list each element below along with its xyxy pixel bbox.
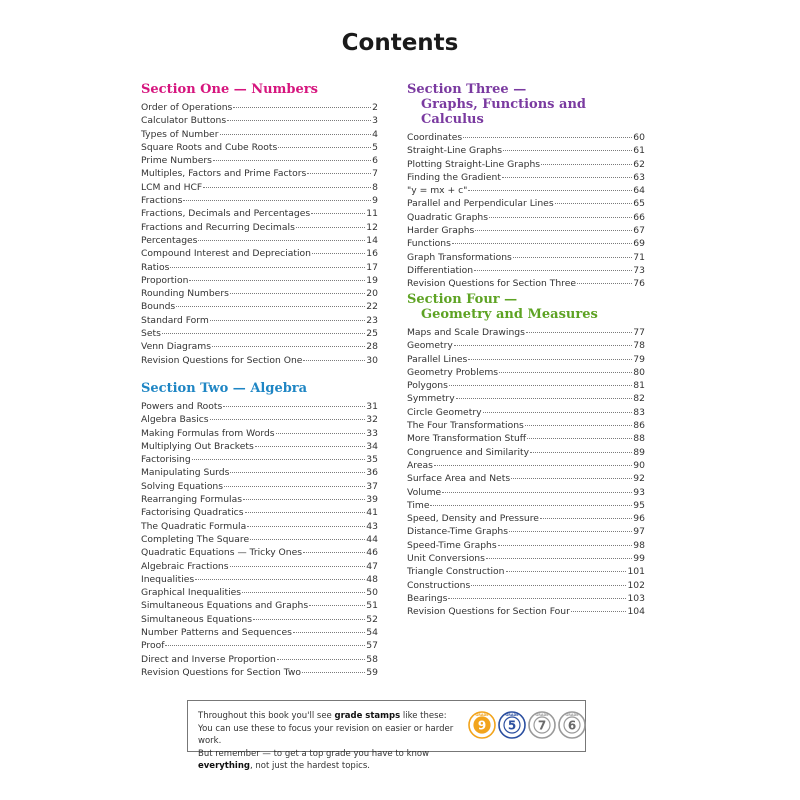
toc-entry-page: 93 bbox=[633, 486, 645, 498]
dot-leader bbox=[506, 563, 627, 572]
dot-leader bbox=[255, 438, 366, 447]
section-one-heading: Section One — Numbers bbox=[141, 82, 318, 97]
toc-entry-page: 73 bbox=[633, 264, 645, 276]
toc-entry-page: 25 bbox=[366, 328, 378, 340]
toc-entry-title: Volume bbox=[407, 486, 442, 498]
dot-leader bbox=[230, 285, 365, 294]
dot-leader bbox=[170, 259, 365, 268]
dot-leader bbox=[165, 637, 365, 646]
toc-entry-title: Square Roots and Cube Roots bbox=[141, 141, 278, 153]
toc-entry-title: Functions bbox=[407, 238, 451, 250]
toc-entry-page: 90 bbox=[633, 459, 645, 471]
grade-stamps-info-box bbox=[187, 700, 586, 771]
toc-entry-page: 37 bbox=[366, 480, 378, 492]
grade-stamp-label: GRADE bbox=[505, 713, 519, 718]
toc-entry-title: Revision Questions for Section One bbox=[141, 354, 303, 366]
toc-entry-title: Unit Conversions bbox=[407, 553, 485, 565]
grade-stamp-label: GRADE bbox=[535, 713, 549, 718]
toc-entry-page: 44 bbox=[366, 533, 378, 545]
dot-leader bbox=[434, 457, 632, 466]
toc-entry-title: Rounding Numbers bbox=[141, 288, 229, 300]
toc-entry-page: 57 bbox=[366, 640, 378, 652]
dot-leader bbox=[213, 152, 371, 161]
toc-entry-title: Simultaneous Equations bbox=[141, 613, 253, 625]
dot-leader bbox=[224, 478, 365, 487]
toc-entry-page: 95 bbox=[633, 499, 645, 511]
toc-entry-title: Proof bbox=[141, 640, 165, 652]
grade-stamp-icon bbox=[498, 711, 526, 739]
toc-entry-page: 66 bbox=[633, 211, 645, 223]
dot-leader bbox=[195, 571, 365, 580]
dot-leader bbox=[233, 99, 371, 108]
toc-entry-title: Bounds bbox=[141, 301, 176, 313]
toc-entry-title: Standard Form bbox=[141, 314, 209, 326]
toc-entry-page: 28 bbox=[366, 341, 378, 353]
toc-entry-title: Proportion bbox=[141, 274, 189, 286]
section-two-heading: Section Two — Algebra bbox=[141, 381, 308, 396]
info-line-3 bbox=[198, 748, 466, 773]
toc-entry-page: 63 bbox=[633, 171, 645, 183]
toc-entry-title: Ratios bbox=[141, 261, 170, 273]
toc-entry-page: 60 bbox=[633, 132, 645, 143]
toc-entry-title: Sets bbox=[141, 328, 161, 340]
toc-entry-page: 11 bbox=[366, 208, 378, 220]
dot-leader bbox=[502, 169, 632, 178]
info-line-2: You can use these to focus your revision on easier or harder work. bbox=[198, 723, 454, 746]
toc-entry-page: 8 bbox=[372, 181, 378, 193]
toc-entry-title: Parallel Lines bbox=[407, 353, 468, 365]
section-three-entries bbox=[407, 131, 645, 291]
dot-leader bbox=[527, 430, 632, 439]
dot-leader bbox=[210, 411, 366, 420]
toc-entry-page: 41 bbox=[366, 507, 378, 519]
toc-entry-page: 71 bbox=[633, 251, 645, 263]
toc-entry-title: Triangle Construction bbox=[407, 566, 505, 578]
dot-leader bbox=[203, 179, 371, 188]
info-line-1-bold: grade stamps bbox=[334, 711, 401, 721]
info-text bbox=[198, 710, 466, 773]
dot-leader bbox=[448, 590, 626, 599]
section-three-heading-line1: Section Three — bbox=[407, 82, 527, 97]
toc-entry-page: 81 bbox=[633, 380, 645, 392]
toc-entry-title: Speed, Density and Pressure bbox=[407, 513, 539, 525]
toc-entry-page: 5 bbox=[372, 141, 378, 153]
dot-leader bbox=[307, 165, 371, 174]
dot-leader bbox=[250, 531, 365, 540]
toc-entry-title: Percentages bbox=[141, 234, 198, 246]
toc-entry-title: The Four Transformations bbox=[407, 420, 524, 432]
info-line-1-end: like these: bbox=[400, 711, 447, 721]
toc-entry bbox=[407, 277, 645, 290]
toc-entry-page: 77 bbox=[633, 327, 645, 338]
toc-entry-page: 69 bbox=[633, 238, 645, 250]
toc-entry-title: Speed-Time Graphs bbox=[407, 539, 497, 551]
info-line-1-start: Throughout this book you'll see bbox=[198, 711, 335, 721]
toc-entry-page: 17 bbox=[366, 261, 378, 273]
section-four-heading bbox=[407, 292, 645, 322]
toc-entry-title: Parallel and Perpendicular Lines bbox=[407, 198, 554, 210]
toc-entry-page: 52 bbox=[366, 613, 378, 625]
toc-entry-page: 12 bbox=[366, 221, 378, 233]
toc-entry-page: 65 bbox=[633, 198, 645, 210]
toc-entry-page: 96 bbox=[633, 513, 645, 525]
toc-entry-title: Harder Graphs bbox=[407, 225, 475, 237]
toc-entry-page: 83 bbox=[633, 406, 645, 418]
section-four-entries bbox=[407, 326, 645, 619]
dot-leader bbox=[498, 537, 633, 546]
toc-entry-title: The Quadratic Formula bbox=[141, 520, 247, 532]
toc-entry-page: 58 bbox=[366, 653, 378, 665]
grade-stamp-number: 7 bbox=[537, 718, 547, 733]
toc-entry-title: Revision Questions for Section Four bbox=[407, 606, 570, 618]
toc-entry-title: Surface Area and Nets bbox=[407, 473, 511, 485]
toc-entry-title: Completing The Square bbox=[141, 533, 250, 545]
dot-leader bbox=[468, 351, 632, 360]
section-four-heading-line2: Geometry and Measures bbox=[421, 307, 598, 322]
dot-leader bbox=[303, 544, 365, 553]
dot-leader bbox=[162, 325, 365, 334]
grade-stamp-icon bbox=[468, 711, 496, 739]
toc-entry-title: Symmetry bbox=[407, 393, 455, 405]
toc-entry-title: Graphical Inequalities bbox=[141, 587, 242, 599]
dot-leader bbox=[463, 129, 632, 138]
right-column-lower bbox=[407, 292, 645, 619]
dot-leader bbox=[449, 377, 632, 386]
info-line-3-bold: everything bbox=[198, 761, 250, 771]
toc-entry-title: Bearings bbox=[407, 592, 448, 604]
toc-entry-page: 19 bbox=[366, 274, 378, 286]
toc-entry-title: Making Formulas from Words bbox=[141, 427, 275, 439]
dot-leader bbox=[183, 192, 371, 201]
section-four-heading-line1: Section Four — bbox=[407, 292, 518, 307]
toc-entry-page: 76 bbox=[633, 278, 645, 290]
toc-entry-page: 36 bbox=[366, 467, 378, 479]
toc-entry-page: 34 bbox=[366, 440, 378, 452]
toc-entry-title: Factorising Quadratics bbox=[141, 507, 244, 519]
toc-entry-title: More Transformation Stuff bbox=[407, 433, 527, 445]
right-column bbox=[407, 82, 645, 291]
toc-entry-title: "y = mx + c" bbox=[407, 185, 468, 197]
section-two-entries bbox=[141, 400, 378, 679]
toc-entry-title: Prime Numbers bbox=[141, 155, 212, 167]
dot-leader bbox=[471, 577, 626, 586]
toc-entry-title: Factorising bbox=[141, 454, 191, 466]
toc-entry-title: Rearranging Formulas bbox=[141, 494, 242, 506]
dot-leader bbox=[176, 298, 365, 307]
toc-entry-page: 103 bbox=[627, 592, 645, 604]
toc-entry-page: 33 bbox=[366, 427, 378, 439]
toc-entry-title: Plotting Straight-Line Graphs bbox=[407, 158, 541, 170]
dot-leader bbox=[509, 523, 632, 532]
dot-leader bbox=[230, 558, 366, 567]
dot-leader bbox=[210, 312, 365, 321]
toc-entry-page: 3 bbox=[372, 115, 378, 127]
toc-entry-title: Simultaneous Equations and Graphs bbox=[141, 600, 309, 612]
section-three-heading-line2: Graphs, Functions and Calculus bbox=[421, 97, 586, 127]
toc-entry-title: Finding the Gradient bbox=[407, 171, 501, 183]
toc-entry-title: Fractions and Recurring Decimals bbox=[141, 221, 295, 233]
toc-entry-title: Areas bbox=[407, 459, 433, 471]
dot-leader bbox=[223, 398, 365, 407]
toc-entry-title: Fractions, Decimals and Percentages bbox=[141, 208, 311, 220]
dot-leader bbox=[227, 112, 371, 121]
dot-leader bbox=[189, 272, 365, 281]
dot-leader bbox=[489, 209, 632, 218]
dot-leader bbox=[452, 235, 632, 244]
toc-entry-title: Distance-Time Graphs bbox=[407, 526, 509, 538]
grade-stamp-number: 6 bbox=[567, 718, 577, 733]
toc-entry-title: Straight-Line Graphs bbox=[407, 145, 503, 157]
dot-leader bbox=[499, 364, 632, 373]
toc-entry-page: 61 bbox=[633, 145, 645, 157]
toc-entry-title: Quadratic Equations — Tricky Ones bbox=[141, 547, 303, 559]
toc-entry bbox=[141, 666, 378, 679]
dot-leader bbox=[220, 126, 372, 135]
dot-leader bbox=[198, 232, 365, 241]
toc-entry-title: Differentiation bbox=[407, 264, 474, 276]
toc-entry-page: 48 bbox=[366, 573, 378, 585]
dot-leader bbox=[243, 491, 365, 500]
toc-entry-title: Powers and Roots bbox=[141, 401, 223, 412]
toc-entry-title: Venn Diagrams bbox=[141, 341, 212, 353]
toc-entry-page: 101 bbox=[627, 566, 645, 578]
toc-entry-title: Algebraic Fractions bbox=[141, 560, 229, 572]
toc-entry-title: Manipulating Surds bbox=[141, 467, 230, 479]
dot-leader bbox=[468, 182, 632, 191]
dot-leader bbox=[454, 337, 632, 346]
dot-leader bbox=[230, 464, 365, 473]
grade-stamp-icon bbox=[558, 711, 586, 739]
toc-entry-page: 30 bbox=[366, 354, 378, 366]
toc-entry-page: 104 bbox=[627, 606, 645, 618]
toc-entry-title: Multiplying Out Brackets bbox=[141, 440, 254, 452]
toc-entry-title: Revision Questions for Section Two bbox=[141, 666, 301, 678]
dot-leader bbox=[456, 390, 633, 399]
page-title: Contents bbox=[341, 30, 459, 56]
toc-entry-page: 9 bbox=[372, 195, 378, 207]
toc-entry-page: 67 bbox=[633, 225, 645, 237]
toc-entry-page: 7 bbox=[372, 168, 378, 180]
toc-entry-page: 102 bbox=[627, 579, 645, 591]
toc-entry-page: 46 bbox=[366, 547, 378, 559]
dot-leader bbox=[293, 624, 365, 633]
dot-leader bbox=[276, 425, 366, 434]
dot-leader bbox=[247, 518, 365, 527]
toc-entry-title: Circle Geometry bbox=[407, 406, 482, 418]
toc-entry-title: Coordinates bbox=[407, 132, 463, 143]
grade-stamp-label: GRADE bbox=[475, 713, 489, 718]
dot-leader bbox=[486, 550, 632, 559]
toc-entry-title: Multiples, Factors and Prime Factors bbox=[141, 168, 307, 180]
dot-leader bbox=[312, 245, 365, 254]
toc-entry-title: Constructions bbox=[407, 579, 471, 591]
dot-leader bbox=[526, 324, 632, 333]
dot-leader bbox=[503, 142, 632, 151]
dot-leader bbox=[555, 195, 633, 204]
toc-entry-title: Maps and Scale Drawings bbox=[407, 327, 525, 338]
dot-leader bbox=[192, 451, 366, 460]
toc-entry-page: 39 bbox=[366, 494, 378, 506]
left-column-lower bbox=[141, 381, 378, 679]
info-line-1 bbox=[198, 710, 466, 723]
toc-entry-page: 51 bbox=[366, 600, 378, 612]
toc-entry-page: 78 bbox=[633, 340, 645, 352]
toc-entry-title: Inequalities bbox=[141, 573, 195, 585]
dot-leader bbox=[277, 651, 365, 660]
toc-entry-page: 23 bbox=[366, 314, 378, 326]
toc-entry-page: 4 bbox=[372, 128, 378, 140]
toc-entry-page: 50 bbox=[366, 587, 378, 599]
toc-entry-page: 35 bbox=[366, 454, 378, 466]
dot-leader bbox=[303, 352, 365, 361]
toc-entry bbox=[141, 354, 378, 367]
grade-stamp-number: 5 bbox=[507, 718, 517, 733]
toc-entry-page: 80 bbox=[633, 366, 645, 378]
dot-leader bbox=[511, 470, 632, 479]
toc-entry-page: 6 bbox=[372, 155, 378, 167]
toc-entry-page: 82 bbox=[633, 393, 645, 405]
toc-entry-title: Quadratic Graphs bbox=[407, 211, 489, 223]
toc-entry-page: 47 bbox=[366, 560, 378, 572]
toc-entry-title: Geometry Problems bbox=[407, 366, 499, 378]
section-three-heading bbox=[407, 82, 645, 127]
toc-entry bbox=[407, 605, 645, 618]
toc-entry-page: 79 bbox=[633, 353, 645, 365]
grade-stamp-number: 9 bbox=[477, 718, 487, 733]
toc-entry-title: Geometry bbox=[407, 340, 453, 352]
info-line-3-start: But remember — to get a top grade you have to know bbox=[198, 748, 430, 759]
dot-leader bbox=[530, 444, 632, 453]
toc-entry-page: 32 bbox=[366, 414, 378, 426]
toc-entry-page: 89 bbox=[633, 446, 645, 458]
toc-entry-page: 22 bbox=[366, 301, 378, 313]
toc-entry-page: 86 bbox=[633, 420, 645, 432]
dot-leader bbox=[571, 603, 627, 612]
toc-entry-page: 31 bbox=[366, 401, 378, 412]
toc-entry-page: 97 bbox=[633, 526, 645, 538]
toc-entry-title: Direct and Inverse Proportion bbox=[141, 653, 276, 665]
toc-entry-title: Number Patterns and Sequences bbox=[141, 627, 292, 639]
toc-entry-page: 64 bbox=[633, 185, 645, 197]
toc-entry-title: Time bbox=[407, 499, 430, 511]
toc-entry-page: 20 bbox=[366, 288, 378, 300]
toc-entry-page: 92 bbox=[633, 473, 645, 485]
toc-entry-page: 16 bbox=[366, 248, 378, 260]
toc-entry-page: 14 bbox=[366, 234, 378, 246]
toc-entry-title: Graph Transformations bbox=[407, 251, 512, 263]
toc-entry-title: Congruence and Similarity bbox=[407, 446, 530, 458]
toc-entry-title: Fractions bbox=[141, 195, 183, 207]
dot-leader bbox=[483, 404, 633, 413]
toc-entry-page: 99 bbox=[633, 553, 645, 565]
grade-stamp-icon bbox=[528, 711, 556, 739]
toc-entry-page: 2 bbox=[372, 102, 378, 113]
toc-entry-title: Types of Number bbox=[141, 128, 219, 140]
dot-leader bbox=[474, 262, 632, 271]
dot-leader bbox=[253, 611, 365, 620]
toc-entry-title: Revision Questions for Section Three bbox=[407, 278, 577, 290]
grade-stamps bbox=[468, 705, 584, 749]
dot-leader bbox=[245, 504, 366, 513]
toc-entry-page: 62 bbox=[633, 158, 645, 170]
toc-entry-page: 59 bbox=[366, 666, 378, 678]
dot-leader bbox=[540, 510, 632, 519]
toc-entry-page: 54 bbox=[366, 627, 378, 639]
toc-entry-page: 43 bbox=[366, 520, 378, 532]
toc-entry-title: Calculator Buttons bbox=[141, 115, 227, 127]
dot-leader bbox=[309, 597, 365, 606]
dot-leader bbox=[577, 275, 632, 284]
toc-entry-title: Algebra Basics bbox=[141, 414, 209, 426]
dot-leader bbox=[311, 205, 365, 214]
section-one-entries bbox=[141, 101, 378, 367]
toc-entry-page: 98 bbox=[633, 539, 645, 551]
toc-entry-title: Compound Interest and Depreciation bbox=[141, 248, 311, 260]
dot-leader bbox=[302, 664, 365, 673]
dot-leader bbox=[475, 222, 632, 231]
dot-leader bbox=[242, 584, 365, 593]
info-line-3-end: , not just the hardest topics. bbox=[249, 761, 370, 771]
toc-entry-title: Polygons bbox=[407, 380, 448, 392]
dot-leader bbox=[442, 484, 632, 493]
toc-entry-title: Order of Operations bbox=[141, 102, 233, 113]
dot-leader bbox=[278, 139, 371, 148]
dot-leader bbox=[525, 417, 632, 426]
grade-stamp-label: GRADE bbox=[565, 713, 579, 718]
toc-entry-title: Solving Equations bbox=[141, 480, 224, 492]
dot-leader bbox=[296, 219, 365, 228]
dot-leader bbox=[212, 338, 365, 347]
left-column bbox=[141, 82, 378, 367]
dot-leader bbox=[541, 156, 632, 165]
toc-entry-page: 88 bbox=[633, 433, 645, 445]
dot-leader bbox=[430, 497, 632, 506]
dot-leader bbox=[513, 249, 632, 258]
toc-entry-title: LCM and HCF bbox=[141, 181, 203, 193]
